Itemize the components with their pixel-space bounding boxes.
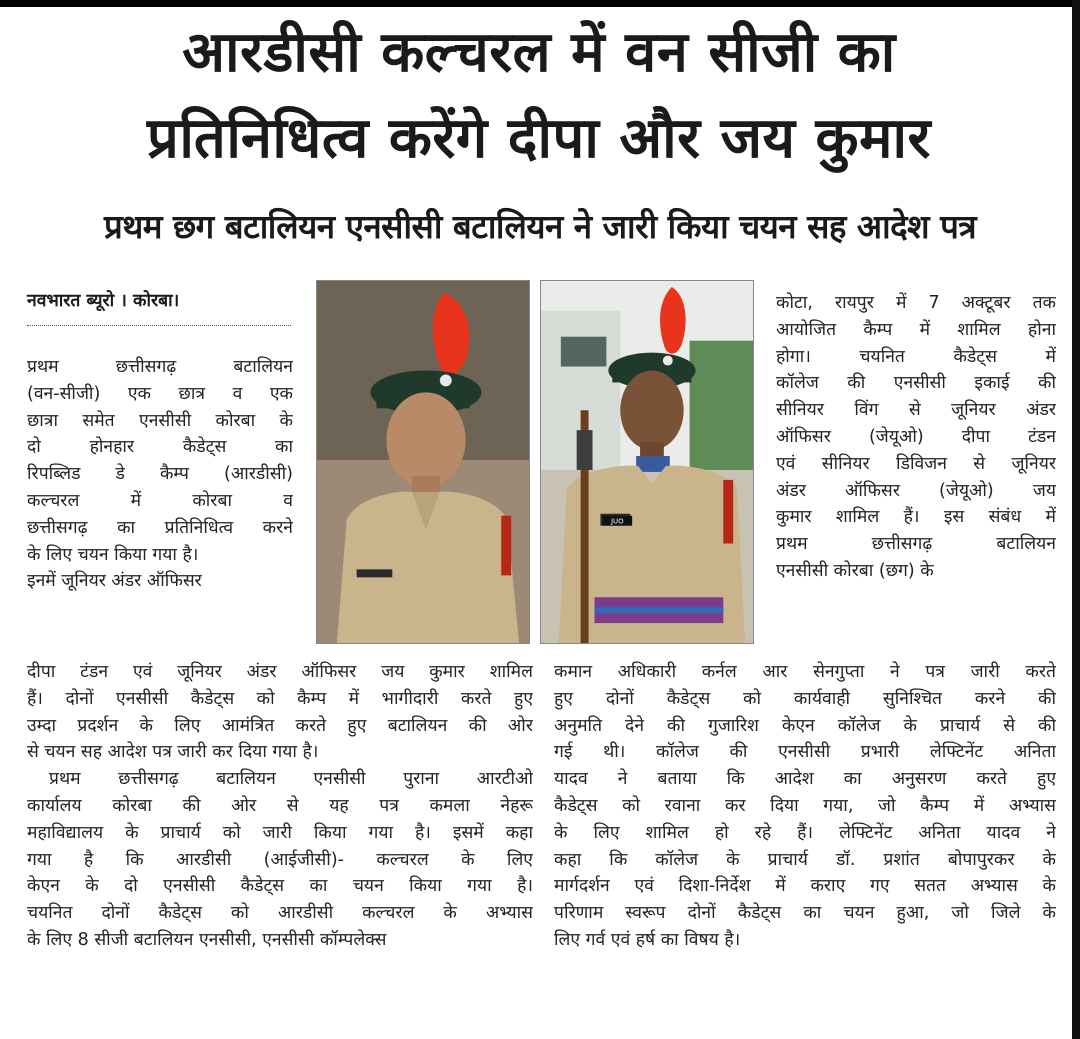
- headline-line-2: प्रतिनिधित्व करेंगे दीपा और जय कुमार: [147, 106, 931, 171]
- cadet-photo-illustration: [317, 281, 529, 643]
- byline: नवभारत ब्यूरो । कोरबा।: [27, 291, 180, 311]
- text-line: हैं। दोनों एनसीसी कैडेट्स को कैम्प में भागीदारी करते हुए: [27, 688, 533, 709]
- photo-male-cadet: [540, 280, 754, 644]
- text-line: कार्यालय कोरबा की ओर से यह पत्र कमला नेहरू: [27, 795, 533, 816]
- text-line: कैडेट्स को रवाना कर दिया गया, जो कैम्प में अभ्यास: [554, 795, 1056, 816]
- right-border: [1072, 0, 1080, 1039]
- text-line: उम्दा प्रदर्शन के लिए आमंत्रित करते हुए बटालियन की ओर: [27, 715, 533, 736]
- text-line: अनुमति देने की गुजारिश केएन कॉलेज के प्राचार्य से की: [554, 715, 1056, 736]
- name-badge-text: JUO: [610, 517, 624, 526]
- article-column-bottom-left: [27, 659, 533, 954]
- text-line: से चयन सह आदेश पत्र जारी कर दिया गया है।: [27, 742, 319, 763]
- cadet-photo-illustration-2: [541, 281, 753, 643]
- text-line: अंडर ऑफिसर (जेयूओ) जय: [776, 480, 1056, 501]
- text-line: के लिए शामिल हो रहे हैं। लेफ्टिनेंट अनिता यादव ने: [554, 822, 1056, 843]
- text-line: केएन के दो एनसीसी कैडेट्स का चयन किया गया है।: [27, 876, 533, 897]
- text-line: दो होनहार कैडेट्स का: [27, 437, 293, 458]
- text-line: दीपा टंडन एवं जूनियर अंडर ऑफिसर जय कुमार शामिल: [27, 662, 533, 682]
- photo-female-cadet: [316, 280, 530, 644]
- text-line: महाविद्यालय के प्राचार्य को जारी किया गया है। इसमें कहा: [27, 822, 533, 843]
- byline-divider: [27, 325, 291, 326]
- text-line: गई थी। कॉलेज की एनसीसी प्रभारी लेफ्टिनेंट अनिता: [554, 742, 1056, 763]
- text-line: छत्तीसगढ़ का प्रतिनिधित्व करने: [27, 517, 293, 538]
- text-line: इनमें जूनियर अंडर ऑफिसर: [27, 571, 202, 592]
- text-line: रिपब्लिड डे कैम्प (आरडीसी): [27, 464, 293, 485]
- text-line: मार्गदर्शन एवं दिशा-निर्देश में कराए गए सतत अभ्यास के: [554, 876, 1056, 897]
- text-line: परिणाम स्वरूप दोनों कैडेट्स का चयन हुआ, जो जिले के: [554, 903, 1056, 924]
- text-line: गया है कि आरडीसी (आईजीसी)- कल्चरल के लिए: [27, 849, 533, 870]
- text-line: यादव ने बताया कि आदेश का अनुसरण करते हुए: [554, 769, 1056, 790]
- text-line: के लिए चयन किया गया है।: [27, 544, 199, 565]
- sub-headline: प्रथम छग बटालियन एनसीसी बटालियन ने जारी किया चयन सह आदेश पत्र: [103, 207, 977, 246]
- text-line: कल्चरल में कोरबा व: [27, 490, 293, 511]
- text-line: प्रथम छत्तीसगढ़ बटालियन: [776, 534, 1056, 555]
- text-line: प्रथम छत्तीसगढ़ बटालियन एनसीसी पुराना आरटीओ: [49, 769, 533, 790]
- headline-line-1: आरडीसी कल्चरल में वन सीजी का: [182, 20, 896, 85]
- text-line: होगा। चयनित कैडेट्स में: [776, 346, 1056, 367]
- text-line: आयोजित कैम्प में शामिल होना: [776, 319, 1056, 340]
- article-column-left: [27, 354, 293, 595]
- text-line: के लिए 8 सीजी बटालियन एनसीसी, एनसीसी कॉम्पलेक्स: [27, 929, 387, 950]
- top-border: [0, 0, 1080, 7]
- text-line: कुमार शामिल हैं। इस संबंध में: [776, 507, 1056, 528]
- text-line: सीनियर विंग से जूनियर अंडर: [776, 400, 1056, 421]
- text-line: प्रथम छत्तीसगढ़ बटालियन: [27, 357, 293, 377]
- text-line: कमान अधिकारी कर्नल आर सेनगुप्ता ने पत्र जारी करते: [554, 662, 1056, 682]
- text-line: कोटा, रायपुर में 7 अक्टूबर तक: [776, 293, 1056, 313]
- text-line: ऑफिसर (जेयूओ) दीपा टंडन: [776, 426, 1056, 447]
- article-column-right: [776, 290, 1056, 585]
- article-column-bottom-right: [554, 659, 1056, 954]
- text-line: छात्रा समेत एनसीसी कोरबा के: [27, 410, 293, 431]
- text-line: लिए गर्व एवं हर्ष का विषय है।: [554, 929, 741, 950]
- text-line: चयनित दोनों कैडेट्स को आरडीसी कल्चरल के अभ्यास: [27, 903, 533, 924]
- text-line: कॉलेज की एनसीसी इकाई की: [776, 373, 1056, 394]
- text-line: एनसीसी कोरबा (छग) के: [776, 560, 934, 581]
- text-line: हुए दोनों कैडेट्स को कार्यवाही सुनिश्चित करने की: [554, 688, 1056, 709]
- text-line: कहा कि कॉलेज के प्राचार्य डॉ. प्रशांत बोपापुरकर के: [554, 849, 1056, 870]
- text-line: (वन-सीजी) एक छात्र व एक: [27, 383, 293, 404]
- text-line: एवं सीनियर डिविजन से जूनियर: [776, 453, 1056, 474]
